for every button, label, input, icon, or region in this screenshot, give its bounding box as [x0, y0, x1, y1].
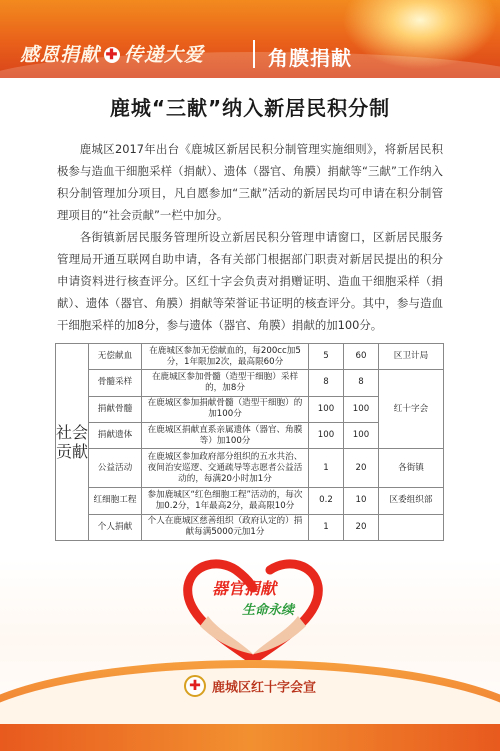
table-row [56, 344, 444, 370]
body-text [57, 138, 443, 336]
row-desc: 个人在鹿城区慈善组织（政府认定的）捐献每满5000元加1分 [142, 514, 309, 540]
row-desc: 在鹿城区参加无偿献血的，每200cc加5分，1年限加2次，最高限60分 [142, 344, 309, 370]
row-desc: 在鹿城区捐献直系亲属遗体（器官、角膜等）加100分 [142, 422, 309, 448]
footer-org: 鹿城区红十字会宣 [211, 680, 316, 696]
heart-line2: 生命永续 [242, 603, 295, 618]
row-score: 100 [309, 396, 344, 422]
row-max: 10 [344, 488, 379, 514]
row-name: 个人捐献 [89, 514, 142, 540]
heart-hands-icon [178, 556, 328, 664]
red-cross-emblem-icon: ✚ [184, 675, 206, 697]
row-dept [379, 514, 444, 540]
row-score: 5 [309, 344, 344, 370]
header-divider [253, 40, 255, 68]
table-category: 社会贡献 [56, 344, 89, 541]
paragraph-1: 鹿城区2017年出台《鹿城区新居民积分制管理实施细则》，将新居民积极参与造血干细胞采样（捐献）、遗体（器官、角膜）捐献等“三献”工作纳入积分制管理加分项目，凡自愿参加“三献”活动的新居民均可申请在积分制管理项目的“社会贡献”一栏中加分。 [57, 142, 443, 222]
row-max: 20 [344, 514, 379, 540]
page-title: 鹿城“三献”纳入新居民积分制 [109, 96, 391, 120]
row-name: 红细胞工程 [89, 488, 142, 514]
row-score: 1 [309, 449, 344, 488]
table-row [56, 370, 444, 396]
row-score: 0.2 [309, 488, 344, 514]
points-table [55, 343, 444, 541]
row-max: 20 [344, 449, 379, 488]
row-max: 60 [344, 344, 379, 370]
row-score: 100 [309, 422, 344, 448]
row-desc: 在鹿城区参加骨髓（造型干细胞）采样的，加8分 [142, 370, 309, 396]
row-score: 8 [309, 370, 344, 396]
row-desc: 在鹿城区参加政府部分组织的五水共治、夜间治安巡逻、交通疏导等志愿者公益活动的，每满20小时加1分 [142, 449, 309, 488]
row-desc: 参加鹿城区“红色细胞工程”活动的，每次加0.2分，1年最高2分，最高限10分 [142, 488, 309, 514]
row-dept: 区卫计局 [379, 344, 444, 370]
row-max: 8 [344, 370, 379, 396]
table-row [56, 449, 444, 488]
row-score: 1 [309, 514, 344, 540]
row-name: 无偿献血 [89, 344, 142, 370]
red-cross-icon: ✚ [105, 47, 119, 63]
row-dept: 红十字会 [379, 370, 444, 449]
slogan-left: 感恩捐献 [20, 44, 101, 66]
row-name: 骨髓采样 [89, 370, 142, 396]
row-name: 捐献遗体 [89, 422, 142, 448]
row-name: 捐献骨髓 [89, 396, 142, 422]
footer-bar [0, 724, 500, 751]
footer-org-line [0, 675, 500, 697]
row-dept: 区委组织部 [379, 488, 444, 514]
header-subject: 角膜捐献 [268, 46, 352, 70]
header-banner [0, 0, 500, 78]
heart-line1: 器官捐献 [212, 579, 277, 598]
slogan [20, 40, 204, 67]
row-name: 公益活动 [89, 449, 142, 488]
row-desc: 在鹿城区参加捐献骨髓（造型干细胞）的加100分 [142, 396, 309, 422]
row-max: 100 [344, 396, 379, 422]
slogan-right: 传递大爱 [124, 44, 205, 66]
row-dept: 各街镇 [379, 449, 444, 488]
table-row [56, 488, 444, 514]
table-row [56, 514, 444, 540]
paragraph-2: 各街镇新居民服务管理所设立新居民积分管理申请窗口，区新居民服务管理局开通互联网自助申请，各有关部门根据部门职责对新居民提出的积分申请资料进行核查评分。区红十字会负责对捐赠证明、造血干细胞采样（捐献）、遗体（器官、角膜）捐献等荣誉证书证明的核查评分。其中，参与造血干细胞采样的加8分，参与遗体（器官、角膜）捐献的加100分。 [57, 230, 443, 332]
row-max: 100 [344, 422, 379, 448]
